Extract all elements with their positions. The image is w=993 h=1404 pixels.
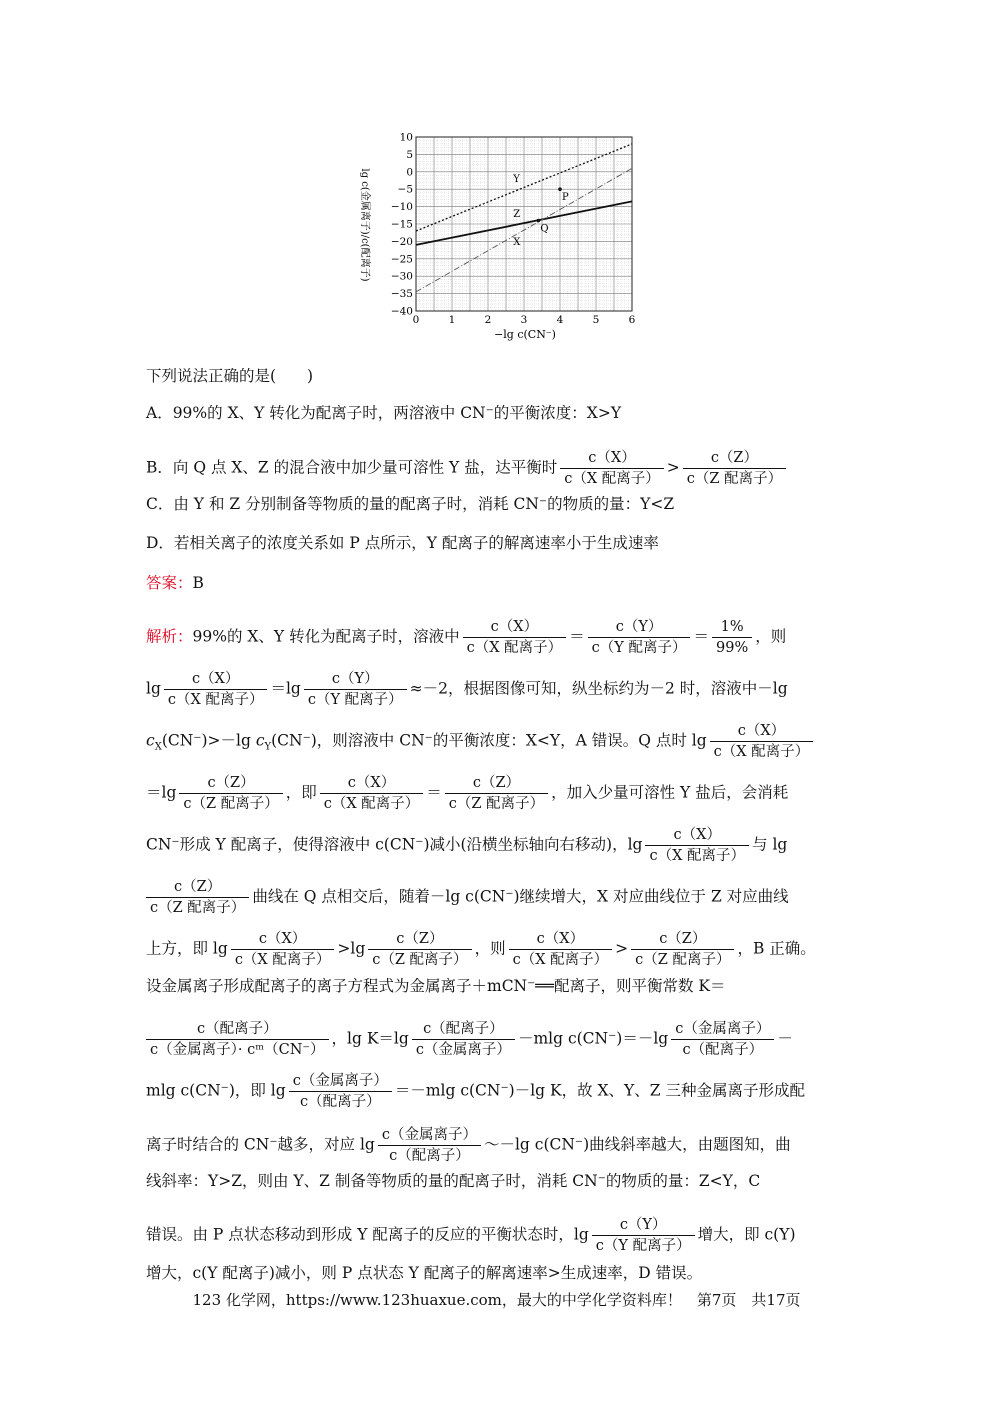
point-p (558, 187, 562, 191)
analysis-line-13: 错误。由 P 点状态移动到形成 Y 配离子的反应的平衡状态时，lg $\frac{c(Y)}{\text{c（Y 配离子）}}$ 增大，即 c(Y) (146, 1217, 796, 1254)
analysis-line-1: 解析：99%的 X、Y 转化为配离子时，溶液中 $\frac{c(X)}{\text{c（X 配离子）}}$ ＝ $\frac{c(Y)}{\text{c（Y 配离子）}}$ ＝ $\frac{1\%}{99\%}$ ，则 (146, 619, 787, 656)
y-tick-label: −5 (397, 183, 413, 196)
y-tick-label: 5 (406, 148, 413, 161)
page-footer: 123 化学网，https://www.123huaxue.com，最大的中学化学资料库！ 第7页 共17页 (192, 1291, 801, 1309)
y-tick-label: −40 (390, 305, 413, 318)
point-label-q: Q (540, 223, 549, 235)
y-tick-label: −10 (390, 201, 413, 214)
analysis-line-12: 线斜率：Y>Z，则由 Y、Z 制备等物质的量的配离子时，消耗 CN⁻的物质的量：Z<Y，C (146, 1172, 761, 1190)
y-axis-label: lg c(金属离子)/c(配离子) (359, 168, 370, 282)
series-label-x: X (513, 236, 521, 248)
option-d: D．若相关离子的浓度关系如 P 点所示，Y 配离子的解离速率小于生成速率 (146, 534, 659, 552)
y-tick-label: 10 (399, 131, 413, 144)
y-tick-label: 0 (406, 166, 413, 179)
analysis-line-4: ＝lg $\frac{c(Z)}{\text{c（Z 配离子）}}$ ，即 $\frac{c(X)}{\text{c（X 配离子）}}$ ＝ $\frac{c(Z)}{\text{c（Z 配离子）}}$ ，加入少量可溶性 Y 盐后，会消耗 (146, 775, 789, 812)
x-tick-label: 4 (556, 314, 564, 326)
x-tick-label: 1 (448, 314, 456, 326)
analysis-line-8: 设金属离子形成配离子的离子方程式为金属离子＋mCN⁻══配离子，则平衡常数 K＝ (146, 977, 726, 995)
y-tick-label: −30 (390, 270, 413, 283)
y-tick-label: −20 (390, 235, 413, 248)
analysis-line-7: 上方，即 lg $\frac{c(X)}{\text{c（X 配离子）}}$ >lg $\frac{c(Z)}{\text{c（Z 配离子）}}$ ，则 $\frac{c(X)}{\text{c（X 配离子）}}$ > $\frac{c(Z)}{\text{c（Z 配离子）}}$ ，B 正确。 (146, 931, 816, 968)
point-q (537, 219, 541, 223)
analysis-line-2: lg $\frac{c(X)}{\text{c（X 配离子）}}$ ＝lg $\frac{c(Y)}{\text{c（Y 配离子）}}$ ≈－2，根据图像可知，纵坐标约为－2 时，溶液中－lg (146, 671, 788, 708)
series-label-y: Y (513, 174, 520, 186)
option-b: B．向 Q 点 X、Z 的混合液中加少量可溶性 Y 盐，达平衡时 $\frac{c(X)}{\text{c（X 配离子）}}$ > $\frac{c(Z)}{\text{c（Z 配离子）}}$ (146, 448, 789, 489)
analysis-line-3: $c_X(CN^-)>-\lg$ $c_Y(CN^-)$，则溶液中 CN⁻的平衡浓度：X<Y，A 错误。Q 点时 lg $\frac{c(X)}{\text{c（X 配离子）}}$ (146, 721, 816, 762)
x-axis-label: −lg c(CN⁻) (494, 328, 556, 341)
analysis-line-11: 离子时结合的 CN⁻越多，对应 lg $\frac{\text{c（金属离子）}}{\text{c（配离子）}}$ ～－lg c(CN⁻)曲线斜率越大，由题图知，曲 (146, 1127, 791, 1164)
figure-chart (348, 130, 648, 345)
y-tick-label: −35 (390, 288, 413, 301)
y-tick-label: −15 (390, 218, 413, 231)
point-label-p: P (562, 192, 569, 204)
chart-ticks (391, 132, 636, 327)
analysis-line-10: mlg c(CN⁻)，即 lg $\frac{\text{c（金属离子）}}{\text{c（配离子）}}$ ＝－mlg c(CN⁻)－lg K，故 X、Y、Z 三种金属离子形成配 (146, 1073, 805, 1110)
analysis-line-6: $\frac{c(Z)}{\text{c（Z 配离子）}}$ 曲线在 Q 点相交后，随着－lg c(CN⁻)继续增大，X 对应曲线位于 Z 对应曲线 (146, 877, 789, 918)
analysis-line-5: CN⁻形成 Y 配离子，使得溶液中 c(CN⁻)减小(沿横坐标轴向右移动)，lg $\frac{c(X)}{\text{c（X 配离子）}}$ 与 lg (146, 827, 788, 864)
analysis-line-14: 增大，c(Y 配离子)减小，则 P 点状态 Y 配离子的解离速率>生成速率，D 错误。 (146, 1264, 703, 1282)
option-a: A．99%的 X、Y 转化为配离子时，两溶液中 CN⁻的平衡浓度：X>Y (146, 404, 622, 422)
x-tick-label: 2 (484, 314, 492, 326)
x-tick-label: 3 (520, 314, 528, 326)
answer: 答案：B (146, 574, 204, 592)
option-c: C．由 Y 和 Z 分别制备等物质的量的配离子时，消耗 CN⁻的物质的量：Y<Z (146, 495, 675, 513)
analysis-line-9: $\frac{\text{c（配离子）}}{\text{c（金属离子）· cᵐ（CN⁻）}}$ ，lg K＝lg $\frac{\text{c（配离子）}}{\text{c（金属离子）}}$ －mlg c(CN⁻)＝－lg $\frac{\text{c（金属离子）}}{\text{c（配离子）}}$ － (146, 1019, 793, 1060)
series-label-z: Z (513, 209, 521, 221)
x-tick-label: 0 (412, 314, 420, 326)
y-tick-label: −25 (390, 253, 413, 266)
x-tick-label: 6 (628, 314, 636, 326)
x-tick-label: 5 (592, 314, 600, 326)
question-stem: 下列说法正确的是( ) (146, 367, 314, 385)
